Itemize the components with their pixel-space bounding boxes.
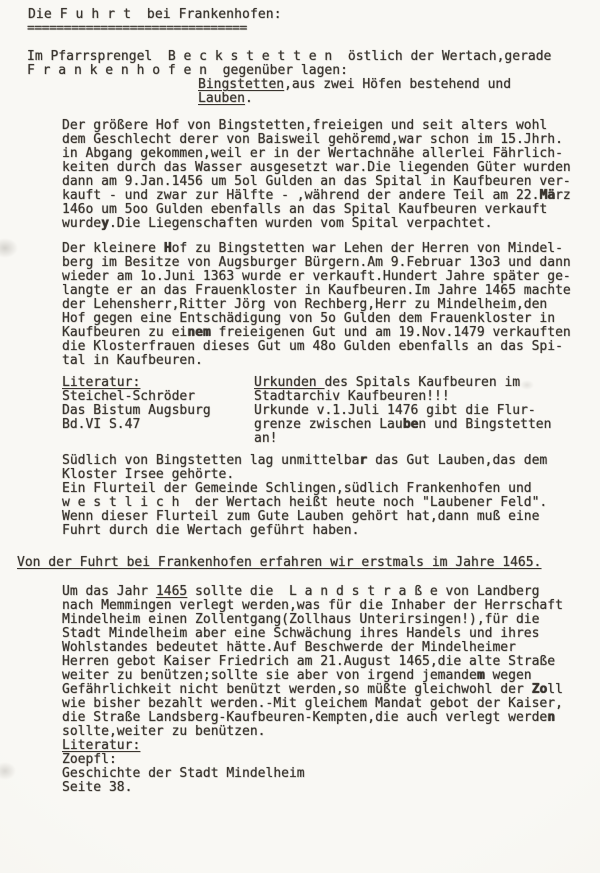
text-line xyxy=(62,510,600,524)
text-line xyxy=(62,242,600,256)
text-line xyxy=(254,376,551,390)
text-segment: .Die Liegenschaften wurden vom Spital verpachtet. xyxy=(108,216,493,231)
text-line xyxy=(62,418,254,432)
title-underline: ============================== xyxy=(27,21,247,36)
text-segment: tal in Kaufbeuren. xyxy=(62,353,203,368)
text-segment: Wenn dieser Flurteil zum Gute Lauben gehört hat,dann muß eine xyxy=(62,509,540,524)
document-title: Die F u h r t bei Frankenhofen: xyxy=(28,7,282,22)
text-segment: kauft - und zwar zur Hälfte - ,während der andere Teil am 22. xyxy=(62,188,540,203)
text-segment: weiter zu benützen;sollte sie aber von irgend jemande xyxy=(62,668,477,683)
text-segment: Südlich von Bingstetten lag unmittelba xyxy=(62,453,360,468)
paragraph-lauben xyxy=(62,454,600,538)
text-line xyxy=(62,454,600,468)
text-segment: r xyxy=(359,453,368,468)
literature-2 xyxy=(62,739,600,795)
text-line xyxy=(62,390,254,404)
text-line xyxy=(62,298,600,312)
text-segment: Ein Flurteil der Gemeinde Schlingen,südlich Frankenhofen und xyxy=(62,481,532,496)
text-segment: die Straße Landsberg-Kaufbeuren-Kempten,die auch verlegt werde xyxy=(62,710,548,725)
text-line xyxy=(62,496,600,510)
text-line xyxy=(62,725,600,739)
text-segment: dem Geschlecht derer von Baisweil gehöremd,war schon im 15.Jhrh. xyxy=(62,132,563,147)
text-line xyxy=(62,524,600,538)
literature-columns-right xyxy=(254,376,551,446)
text-segment: Kaufbeuren zu ei xyxy=(62,325,188,340)
text-segment: 1465 xyxy=(155,584,188,599)
text-segment: Lauben xyxy=(198,91,245,106)
text-line xyxy=(62,739,600,753)
text-line xyxy=(62,767,600,781)
literature-columns-left xyxy=(62,376,254,446)
text-segment: sollte die L a n d s t r a ß e von Landberg xyxy=(187,584,540,599)
text-line xyxy=(62,340,600,354)
text-segment: Bd.VI S.47 xyxy=(62,417,141,432)
text-line xyxy=(62,641,600,655)
text-segment: Im Pfarrsprengel B e c k s t e t t e n östlich der Wertach,gerade xyxy=(27,49,552,64)
text-segment: das Gut Lauben,das dem xyxy=(367,453,548,468)
text-line xyxy=(27,92,600,106)
text-segment: Stadt Mindelheim aber eine Schwächung ihres Handels und ihres xyxy=(62,626,540,641)
text-line xyxy=(62,683,600,697)
text-segment: sollte,weiter zu benützen. xyxy=(62,724,266,739)
text-segment: Bingstetten xyxy=(198,77,285,92)
paragraph-larger-farm xyxy=(62,119,600,231)
text-segment: Geschichte der Stadt Mindelheim xyxy=(62,766,305,781)
text-line xyxy=(62,189,600,203)
text-line xyxy=(62,284,600,298)
text-line xyxy=(27,50,600,64)
text-segment: Urkunde v.1.Juli 1476 gibt die Flur- xyxy=(254,403,536,418)
text-line xyxy=(254,418,551,432)
text-segment: grenze zwischen Lau xyxy=(254,417,403,432)
text-segment: Literatur: xyxy=(62,375,141,390)
text-segment: Urkunden xyxy=(254,375,325,390)
text-line xyxy=(62,147,600,161)
text-line xyxy=(62,482,600,496)
text-segment: Um das Jahr xyxy=(62,584,156,599)
text-segment: Gefährlichkeit nicht benützt werden,so müßte gleichwohl der xyxy=(62,682,532,697)
text-segment: berg im Besitze von Augsburger Bürgern.Am 9.Februar 13o3 und dann xyxy=(62,255,571,270)
text-line xyxy=(62,468,600,482)
text-segment: Fuhrt durch die Wertach geführt haben. xyxy=(62,523,360,538)
text-segment: 146o um 5oo Gulden ebenfalls an das Spital Kaufbeuren verkauft xyxy=(62,202,548,217)
text-segment: an! xyxy=(254,431,278,446)
text-line xyxy=(62,669,600,683)
text-segment: nach Memmingen verlegt werden,was für die Inhaber der Herrschaft xyxy=(62,598,563,613)
text-segment: Kloster Irsee gehörte. xyxy=(62,467,235,482)
text-line xyxy=(62,599,600,613)
text-segment: w e s t l i c h der Wertach heißt heute noch "Laubener Feld". xyxy=(62,495,548,510)
text-line xyxy=(254,432,551,446)
text-line xyxy=(62,270,600,284)
text-segment: . xyxy=(244,91,253,106)
text-line xyxy=(254,404,551,418)
document-body xyxy=(0,50,600,795)
text-line xyxy=(62,711,600,725)
text-segment: freieigenen Gut und am 19.Nov.1479 verkauften xyxy=(210,325,571,340)
text-line xyxy=(62,256,600,270)
text-segment: ,aus zwei Höfen bestehend und xyxy=(284,77,512,92)
text-line xyxy=(62,203,600,217)
text-line xyxy=(62,119,600,133)
text-segment: keiten durch das Wasser ausgesetzt war.Die liegenden Güter wurden xyxy=(62,160,571,175)
text-segment: Von der Fuhrt bei Frankenhofen erfahren wir erstmals im Jahre 1465. xyxy=(17,555,542,570)
text-segment: y xyxy=(101,216,109,231)
section-heading xyxy=(17,556,600,570)
literature-columns xyxy=(62,376,600,446)
text-segment: Mä xyxy=(539,188,556,203)
text-segment: ll xyxy=(547,682,563,697)
text-segment: wie bisher bezahlt werden.-Mit gleichem Mandat gebot der Kaiser, xyxy=(62,696,563,711)
text-line xyxy=(62,175,600,189)
text-line xyxy=(62,627,600,641)
text-segment: nem xyxy=(187,325,211,340)
text-segment: Der größere Hof von Bingstetten,freieigen und seit alters wohl xyxy=(62,118,548,133)
text-segment: in Abgang gekommen,weil er in der Wertachnähe allerlei Fährlich- xyxy=(62,146,563,161)
text-segment: F r a n k e n h o f e n gegenüber lagen: xyxy=(27,63,348,78)
text-segment: Stadtarchiv Kaufbeuren!!! xyxy=(254,389,450,404)
text-segment: Zo xyxy=(531,682,548,697)
text-line xyxy=(62,781,600,795)
text-line xyxy=(62,753,600,767)
text-segment: wegen xyxy=(484,668,532,683)
text-line xyxy=(62,585,600,599)
text-segment: rz xyxy=(555,188,571,203)
text-line xyxy=(17,556,600,570)
intro-paragraph xyxy=(27,50,600,106)
text-segment: wurde xyxy=(62,216,102,231)
text-segment: Zoepfl: xyxy=(62,752,117,767)
text-segment: des Spitals Kaufbeuren im xyxy=(324,375,521,390)
text-segment: Das Bistum Augsburg xyxy=(62,403,211,418)
text-segment: Seite 38. xyxy=(62,780,133,795)
text-segment: n und Bingstetten xyxy=(418,417,552,432)
text-line xyxy=(62,376,254,390)
text-segment: n xyxy=(547,710,556,725)
text-segment: be xyxy=(402,417,419,432)
text-line xyxy=(62,404,254,418)
text-segment: dann am 9.Jan.1456 um 5ol Gulden an das Spital in Kaufbeuren ver- xyxy=(62,174,571,189)
text-line xyxy=(62,312,600,326)
text-segment: Mindelheim einen Zollentgang(Zollhaus Unterirsingen!),für die xyxy=(62,612,540,627)
text-line xyxy=(27,78,600,92)
text-line xyxy=(62,217,600,231)
paragraph-landstrasse xyxy=(62,585,600,739)
text-segment: H xyxy=(163,241,172,256)
text-segment: Literatur: xyxy=(62,738,141,753)
text-line xyxy=(62,697,600,711)
text-segment: Wohlstandes bedeutet hätte.Auf Beschwerde der Mindelheimer xyxy=(62,640,516,655)
text-segment: Hof gegen eine Entschädigung von 5o Gulden dem Frauenkloster in xyxy=(62,311,556,326)
text-segment: Herren gebot Kaiser Friedrich am 21.August 1465,die alte Straße xyxy=(62,654,556,669)
text-line xyxy=(27,64,600,78)
text-segment: m xyxy=(476,668,485,683)
text-segment: die Klosterfrauen dieses Gut um 48o Gulden ebenfalls an das Spi- xyxy=(62,339,563,354)
text-line xyxy=(62,613,600,627)
text-segment: Der kleinere xyxy=(62,241,164,256)
text-segment: wieder am 1o.Juni 1363 wurde er verkauft.Hundert Jahre später ge- xyxy=(62,269,571,284)
text-line xyxy=(62,655,600,669)
text-line xyxy=(62,326,600,340)
text-line xyxy=(62,354,600,368)
paragraph-smaller-farm xyxy=(62,242,600,368)
text-segment: of zu Bingstetten war Lehen der Herren von Mindel- xyxy=(171,241,563,256)
text-segment: langte er an das Frauenkloster in Kaufbeuren.Im Jahre 1465 machte xyxy=(62,283,571,298)
text-segment: der Lehensherr,Ritter Jörg von Rechberg,Herr zu Mindelheim,den xyxy=(62,297,548,312)
text-line xyxy=(62,161,600,175)
text-line xyxy=(62,133,600,147)
text-line xyxy=(254,390,551,404)
text-segment: Steichel-Schröder xyxy=(62,389,196,404)
